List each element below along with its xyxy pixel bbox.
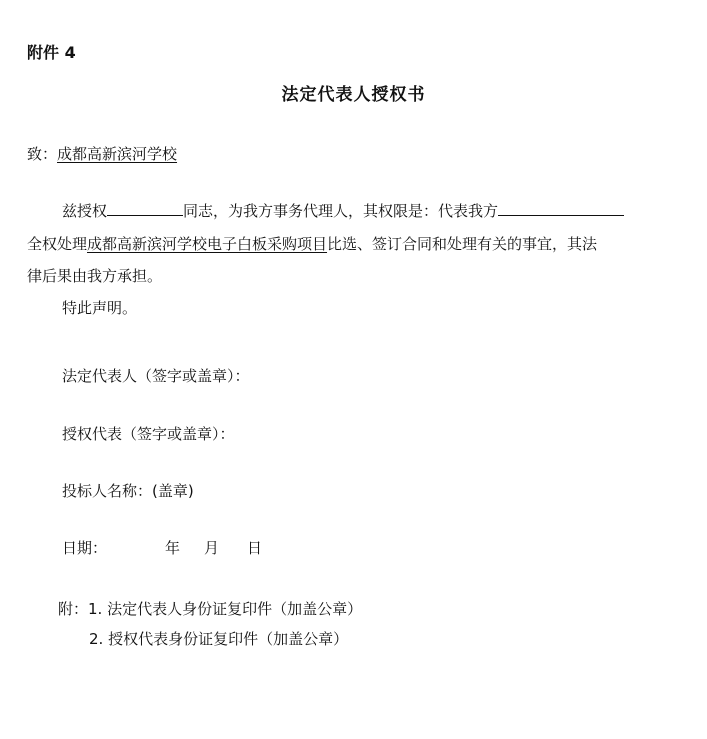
project-name: 成都高新滨河学校电子白板采购项目	[87, 235, 328, 253]
authorization-text-a: 兹授权	[62, 202, 108, 220]
company-name-blank	[498, 201, 624, 216]
recipient-name: 成都高新滨河学校	[57, 145, 178, 163]
agent-name-blank	[107, 201, 183, 216]
attachment-number: 附件 4	[27, 43, 76, 62]
date-row	[62, 537, 262, 558]
authorization-text-d: 比选、签订合同和处理有关的事宜，其法	[327, 235, 598, 253]
date-year: 年	[165, 539, 181, 557]
authorization-text-b: 同志，为我方事务代理人，其权限是：代表我方	[183, 202, 499, 220]
authorized-representative-signature: 授权代表（签字或盖章）：	[62, 425, 235, 443]
recipient-prefix: 致：	[27, 145, 58, 163]
recipient-line	[27, 143, 177, 164]
annex-item-2: 2. 授权代表身份证复印件（加盖公章）	[89, 630, 349, 648]
authorization-line-3: 律后果由我方承担。	[27, 267, 163, 285]
authorization-line-1	[62, 200, 624, 221]
declaration-line: 特此声明。	[62, 299, 138, 317]
date-month: 月	[204, 539, 220, 557]
authorization-text-c: 全权处理	[27, 235, 88, 253]
authorization-line-2	[27, 233, 597, 254]
date-day: 日	[247, 539, 263, 557]
document-title: 法定代表人授权书	[281, 85, 426, 105]
annex-item-1: 附：1. 法定代表人身份证复印件（加盖公章）	[58, 600, 363, 618]
legal-representative-signature: 法定代表人（签字或盖章）：	[62, 367, 250, 385]
bidder-name-field: 投标人名称：(盖章)	[62, 482, 194, 500]
date-label: 日期：	[62, 539, 108, 557]
